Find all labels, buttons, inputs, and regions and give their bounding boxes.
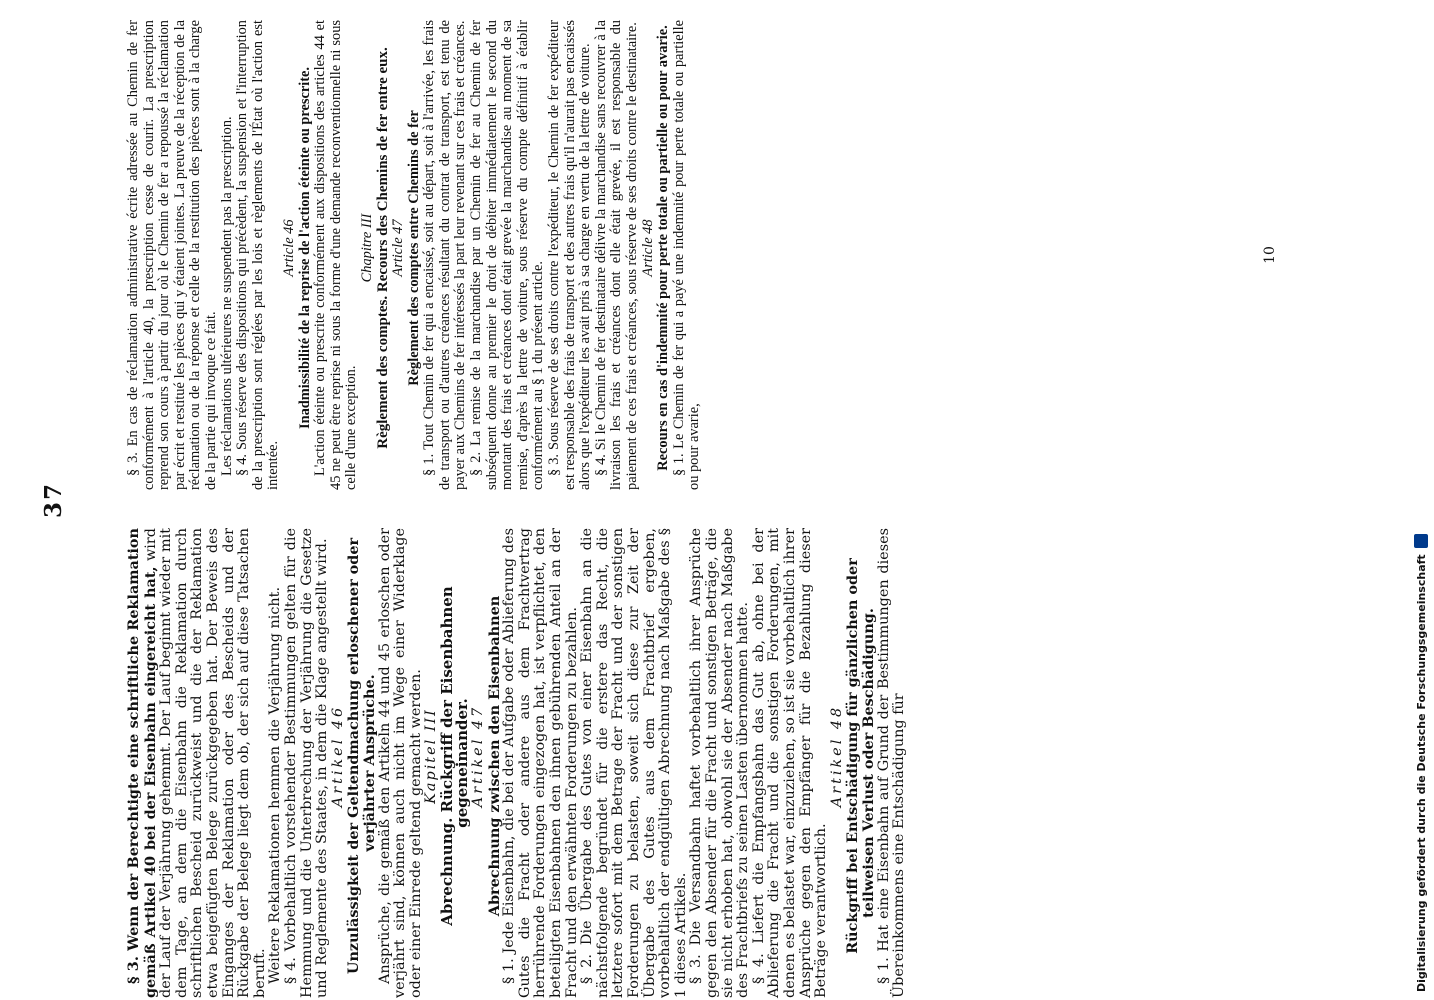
german-para-9: § 1. Hat eine Eisenbahn auf Grund der Bestimmungen dieses Übereinkommens eine Entschädigung für	[875, 528, 908, 998]
german-article-47-title: Abrechnung zwischen den Eisenbahnen	[485, 595, 503, 917]
french-para-1: § 3. En cas de réclamation administrative écrite adressée au Chemin de fer conformément à l'article 40, la prescription cesse de courir. La prescription reprend son cours à partir du jour où le Chemin de fer a repoussé la réclamation par écrit et restitué les pièces qui y étaient jointes. La preuve de la réception de la réclamation ou de la réponse et celle de la restitution des pièces sont à la charge de la partie qui invoque ce fait.	[125, 20, 219, 490]
german-article-48-title: Rückgriff bei Entschädigung für gänzlichen oder teilweisen Verlust oder Beschädigung.	[844, 558, 877, 954]
french-chapter-title: Règlement des comptes. Recours des Chemins de fer entre eux.	[374, 47, 391, 449]
french-para-6: § 2. La remise de la marchandise par un Chemin de fer au Chemin de fer subséquent donne au premier le droit de débiter immédiatement le second du montant des frais et créances dont était grevée la marchandise au moment de sa remise, d'après la lettre de voiture, sous réserve du compte définitif à établir conformément au § 1 du présent article.	[468, 20, 547, 490]
french-para-4: L'action éteinte ou prescrite conformément aux dispositions des articles 44 et 45 ne peut être reprise ni sous la forme d'une demande reconventionnelle ni sous celle d'une exception.	[312, 20, 360, 490]
german-article-46-label: Artikel 46	[329, 704, 346, 808]
french-para-9: § 1. Le Chemin de fer qui a payé une indemnité pour perte totale ou partielle ou pour avarie,	[670, 20, 703, 490]
german-article-47-label: Artikel 47	[470, 704, 487, 808]
german-para-2: Weitere Reklamationen hemmen die Verjährung nicht.	[267, 586, 284, 984]
french-article-46-title: Inadmissibilité de la reprise de l'action éteinte ou prescrite.	[296, 67, 313, 429]
german-para-3: § 4. Vorbehaltlich vorstehender Bestimmungen gelten für die Hemmung und die Unterbrechung der Verjährung die Gesetze und Reglemente des Staates, in dem die Klage angestellt wird.	[282, 528, 331, 998]
dfg-logo-icon	[1414, 534, 1428, 548]
german-para-1-lead: § 3. Wenn der Berechtigte eine schriftliche Reklamation gemäß Artikel 40 bei der Eisenbahn eingereicht hat,	[125, 528, 159, 998]
german-column	[126, 528, 908, 998]
footer-number: 10	[1262, 246, 1278, 264]
french-column	[126, 20, 703, 490]
german-chapter-title: Abrechnung. Rückgriff der Eisenbahnen gegeneinander.	[437, 586, 472, 926]
french-para-7: § 3. Sous réserve de ses droits contre l'expéditeur, le Chemin de fer expéditeur est responsable des frais de transport et des autres frais qu'il n'aurait pas encaissés alors que l'expéditeur les avait pris à sa charge en vertu de la lettre de voiture.	[546, 20, 594, 490]
french-para-8: § 4. Si le Chemin de fer destinataire délivre la marchandise sans recouvrer à la livraison les frais et créances dont elle était grevée, il est responsable du paiement de ces frais et créances, sous réserve de ses droits contre le destinataire.	[592, 20, 640, 490]
french-article-46-label: Article 46	[280, 219, 297, 277]
german-article-46-title: Unzulässigkeit der Geltendmachung erloschener oder verjährter Ansprüche.	[345, 537, 378, 975]
digitization-credit	[1410, 0, 1432, 1000]
french-article-47-label: Article 47	[390, 219, 407, 277]
german-para-5: § 1. Jede Eisenbahn, die bei der Aufgabe oder Ablieferung des Gutes die Fracht oder andere aus dem Frachtvertrag herrührende Forderungen eingezogen hat, ist verpflichtet, den beteiligten Eisenbahnen den ihnen gebührenden Anteil an der Fracht und den erwähnten Forderungen zu bezahlen.	[501, 528, 580, 998]
german-para-7: § 3. Die Versandbahn haftet vorbehaltlich ihrer Ansprüche gegen den Absender für die Fracht und sonstigen Beträge, die sie nicht erhoben hat, obwohl sie der Absender nach Maßgabe des Frachtbriefs zu seinen Lasten übernommen hatte.	[688, 528, 752, 998]
french-article-48-label: Article 48	[639, 219, 656, 277]
german-para-1-text: wird der Lauf der Verjährung gehemmt. Der Lauf beginnt wieder mit dem Tage, an dem die Eisenbahn die Reklamation durch schriftlichen Bescheid zurückweist und die der Reklamation etwa beigefügten Belege zurückgegeben hat. Der Beweis des Einganges der Reklamation oder des Bescheids und der Rückgabe der Belege liegt dem ob, der sich auf diese Tatsachen beruft.	[142, 528, 268, 998]
page-number: 37	[40, 482, 67, 519]
french-para-3: § 4. Sous réserve des dispositions qui précèdent, la suspension et l'interruption de la prescription sont réglées par les lois et règlements de l'État où l'action est intentée.	[234, 20, 282, 490]
german-article-48-label: Artikel 48	[828, 704, 845, 808]
german-chapter-label: Kapitel III	[423, 708, 440, 804]
german-para-1	[126, 528, 268, 998]
french-para-2: Les réclamations ultérieures ne suspendent pas la prescription.	[218, 116, 235, 476]
credit-text: Digitalisierung gefördert durch die Deutsche Forschungsgemeinschaft	[1414, 554, 1428, 992]
french-article-47-title: Règlement des comptes entre Chemins de fer	[405, 110, 422, 386]
german-para-8: § 4. Liefert die Empfangsbahn das Gut ab, ohne bei der Ablieferung die Fracht und die sonstigen Forderungen, mit denen es belastet war, einzuziehen, so ist sie vorbehaltlich ihrer Ansprüche gegen den Empfänger für die Bezahlung dieser Beträge verantwortlich.	[750, 528, 830, 998]
french-article-48-title: Recours en cas d'indemnité pour perte totale ou partielle ou pour avarie.	[655, 25, 672, 471]
french-chapter-label: Chapitre III	[358, 213, 375, 283]
german-para-4: Ansprüche, die gemäß den Artikeln 44 und 45 erloschen oder verjährt sind, können auch nicht im Wege einer Widerklage oder einer Einrede geltend gemacht werden.	[376, 528, 424, 998]
german-para-6: § 2. Die Übergabe des Gutes von einer Eisenbahn an die nächstfolgende begründet für die erstere das Recht, die letztere sofort mit dem Betrage der Fracht und der sonstigen Forderungen zu belasten, soweit sich diese zur Zeit der Übergabe des Gutes aus dem Frachtbrief ergeben, vorbehaltlich der endgültigen Abrechnung nach Maßgabe des § 1 dieses Artikels.	[579, 528, 689, 998]
french-para-5: § 1. Tout Chemin de fer qui a encaissé, soit au départ, soit à l'arrivée, les frais de transport ou d'autres créances résultant du contrat de transport, est tenu de payer aux Chemins de fer intéressés la part leur revenant sur ces frais et créances.	[421, 20, 469, 490]
